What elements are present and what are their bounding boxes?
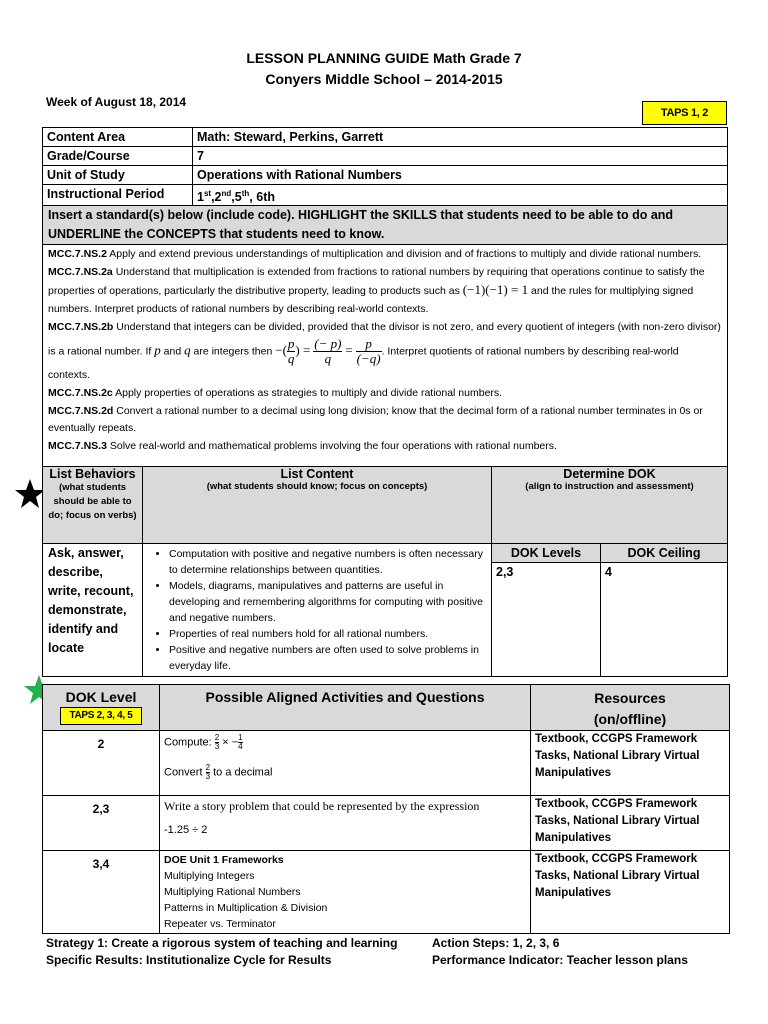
behaviors-header: List Behaviors (what students should be able to do; focus on verbs) — [43, 467, 143, 544]
standard-ns2b: MCC.7.NS.2b Understand that integers can be divided, provided that the divisor is not zero, and every quotient of integers (with non-zero divisor) is a rational number. If p and q are integers then −( $\frac{p}{q}$ ) = $\frac{(- p)}{q}$ = $\frac{p}{(-q)}$ . Interpret quotients of rational numbers by describing real-world contexts. — [48, 321, 721, 381]
taps-badge-top: TAPS 1, 2 — [642, 101, 727, 125]
page-title: LESSON PLANNING GUIDE Math Grade 7 — [246, 50, 522, 66]
action-steps-text: Action Steps: 1, 2, 3, 6 — [432, 936, 560, 950]
dok-header: Determine DOK (align to instruction and assessment) — [492, 467, 728, 544]
list-item: • Properties of real numbers hold for all rational numbers. — [169, 626, 489, 642]
activity-resources: Textbook, CCGPS Framework Tasks, National Library Virtual Manipulatives — [531, 796, 730, 851]
standard-ns2a: MCC.7.NS.2a Understand that multiplication is extended from fractions to rational numbers by requiring that operations continue to satisfy the properties of operations, particularly the distributive property, leading to products such as (−1)(−1) = 1 and the rules for multiplying signed numbers. Interpret products of rational numbers by describing real-world contexts. — [48, 265, 705, 315]
list-item: Repeater vs. Terminator — [164, 918, 276, 930]
info-row-content-area — [43, 128, 728, 147]
dok-ceiling-value: 4 — [601, 563, 728, 677]
school-title: Conyers Middle School – 2014-2015 — [265, 71, 503, 87]
info-label: Content Area — [43, 128, 193, 147]
info-row-unit — [43, 166, 728, 185]
info-row-period — [43, 185, 728, 207]
info-label: Unit of Study — [43, 166, 193, 185]
results-text: Specific Results: Institutionalize Cycle for Results — [46, 953, 332, 967]
list-item: Patterns in Multiplication & Division — [164, 902, 328, 914]
activity-cell: DOE Unit 1 Frameworks Multiplying Integers Multiplying Rational Numbers Patterns in Multiplication & Division Repeater vs. Terminator — [160, 851, 531, 934]
dok-levels-label: DOK Levels — [492, 544, 601, 563]
standards-table — [42, 205, 728, 468]
info-label: Instructional Period — [43, 185, 193, 207]
dok-ceiling-label: DOK Ceiling — [601, 544, 728, 563]
activity-cell: Write a story problem that could be represented by the expression -1.25 ÷ 2 — [160, 796, 531, 851]
activity-dok-level: 2 — [43, 731, 160, 796]
info-value: Operations with Rational Numbers — [193, 166, 728, 185]
activity-resources: Textbook, CCGPS Framework Tasks, National Library Virtual Manipulatives — [531, 731, 730, 796]
standard-ns2c: MCC.7.NS.2c Apply properties of operations as strategies to multiply and divide rational numbers. — [48, 387, 503, 399]
standards-heading: Insert a standard(s) below (include code). HIGHLIGHT the SKILLS that students need to be able to do and UNDERLINE the CONCEPTS that students need to know. — [43, 206, 728, 245]
info-table — [42, 127, 728, 207]
performance-indicator-text: Performance Indicator: Teacher lesson plans — [432, 953, 688, 967]
content-list — [143, 544, 492, 677]
activity-dok-level: 2,3 — [43, 796, 160, 851]
activity-cell: Compute: $\frac{2}{3}$ × − $\frac{1}{4}$ Convert $\frac{2}{3}$ to a decimal — [160, 731, 531, 796]
activity-resources: Textbook, CCGPS Framework Tasks, National Library Virtual Manipulatives — [531, 851, 730, 934]
activities-table — [42, 684, 730, 934]
list-item: • Models, diagrams, manipulatives and patterns are useful in developing and remembering algorithms for computing with positive and negative numbers. — [169, 578, 489, 626]
strategy-text: Strategy 1: Create a rigorous system of teaching and learning — [46, 936, 398, 950]
list-item: Multiplying Integers — [164, 870, 255, 882]
standard-ns2d: MCC.7.NS.2d Convert a rational number to a decimal using long division; know that the decimal form of a rational number terminates in 0s or eventually repeats. — [48, 404, 703, 434]
standard-ns2: MCC.7.NS.2 Apply and extend previous understandings of multiplication and division and of fractions to multiply and divide rational numbers. — [48, 248, 702, 260]
info-label: Grade/Course — [43, 147, 193, 166]
content-header: List Content (what students should know; focus on concepts) — [143, 467, 492, 544]
standards-body — [43, 245, 728, 468]
info-value-period: 1st,2nd,5th, 6th — [193, 185, 728, 207]
behaviors-value: Ask, answer, describe, write, recount, demonstrate, identify and locate — [43, 544, 143, 677]
list-item: • Positive and negative numbers are often used to solve problems in everyday life. — [169, 642, 489, 674]
standard-ns3: MCC.7.NS.3 Solve real-world and mathematical problems involving the four operations with rational numbers. — [48, 439, 557, 452]
dok-levels-value: 2,3 — [492, 563, 601, 677]
dok-level-header: DOK Level TAPS 2, 3, 4, 5 — [43, 685, 160, 731]
info-row-grade — [43, 147, 728, 166]
list-item: Multiplying Rational Numbers — [164, 886, 301, 898]
list-item: • Computation with positive and negative numbers is often necessary to determine relationships between quantities. — [169, 546, 489, 578]
week-label: Week of August 18, 2014 — [46, 95, 187, 109]
taps-badge-dok: TAPS 2, 3, 4, 5 — [60, 707, 142, 725]
resources-header: Resources (on/offline) — [531, 685, 730, 731]
activities-header: Possible Aligned Activities and Questions — [160, 685, 531, 731]
info-value: 7 — [193, 147, 728, 166]
lists-table — [42, 466, 728, 677]
activity-dok-level: 3,4 — [43, 851, 160, 934]
info-value: Math: Steward, Perkins, Garrett — [193, 128, 728, 147]
